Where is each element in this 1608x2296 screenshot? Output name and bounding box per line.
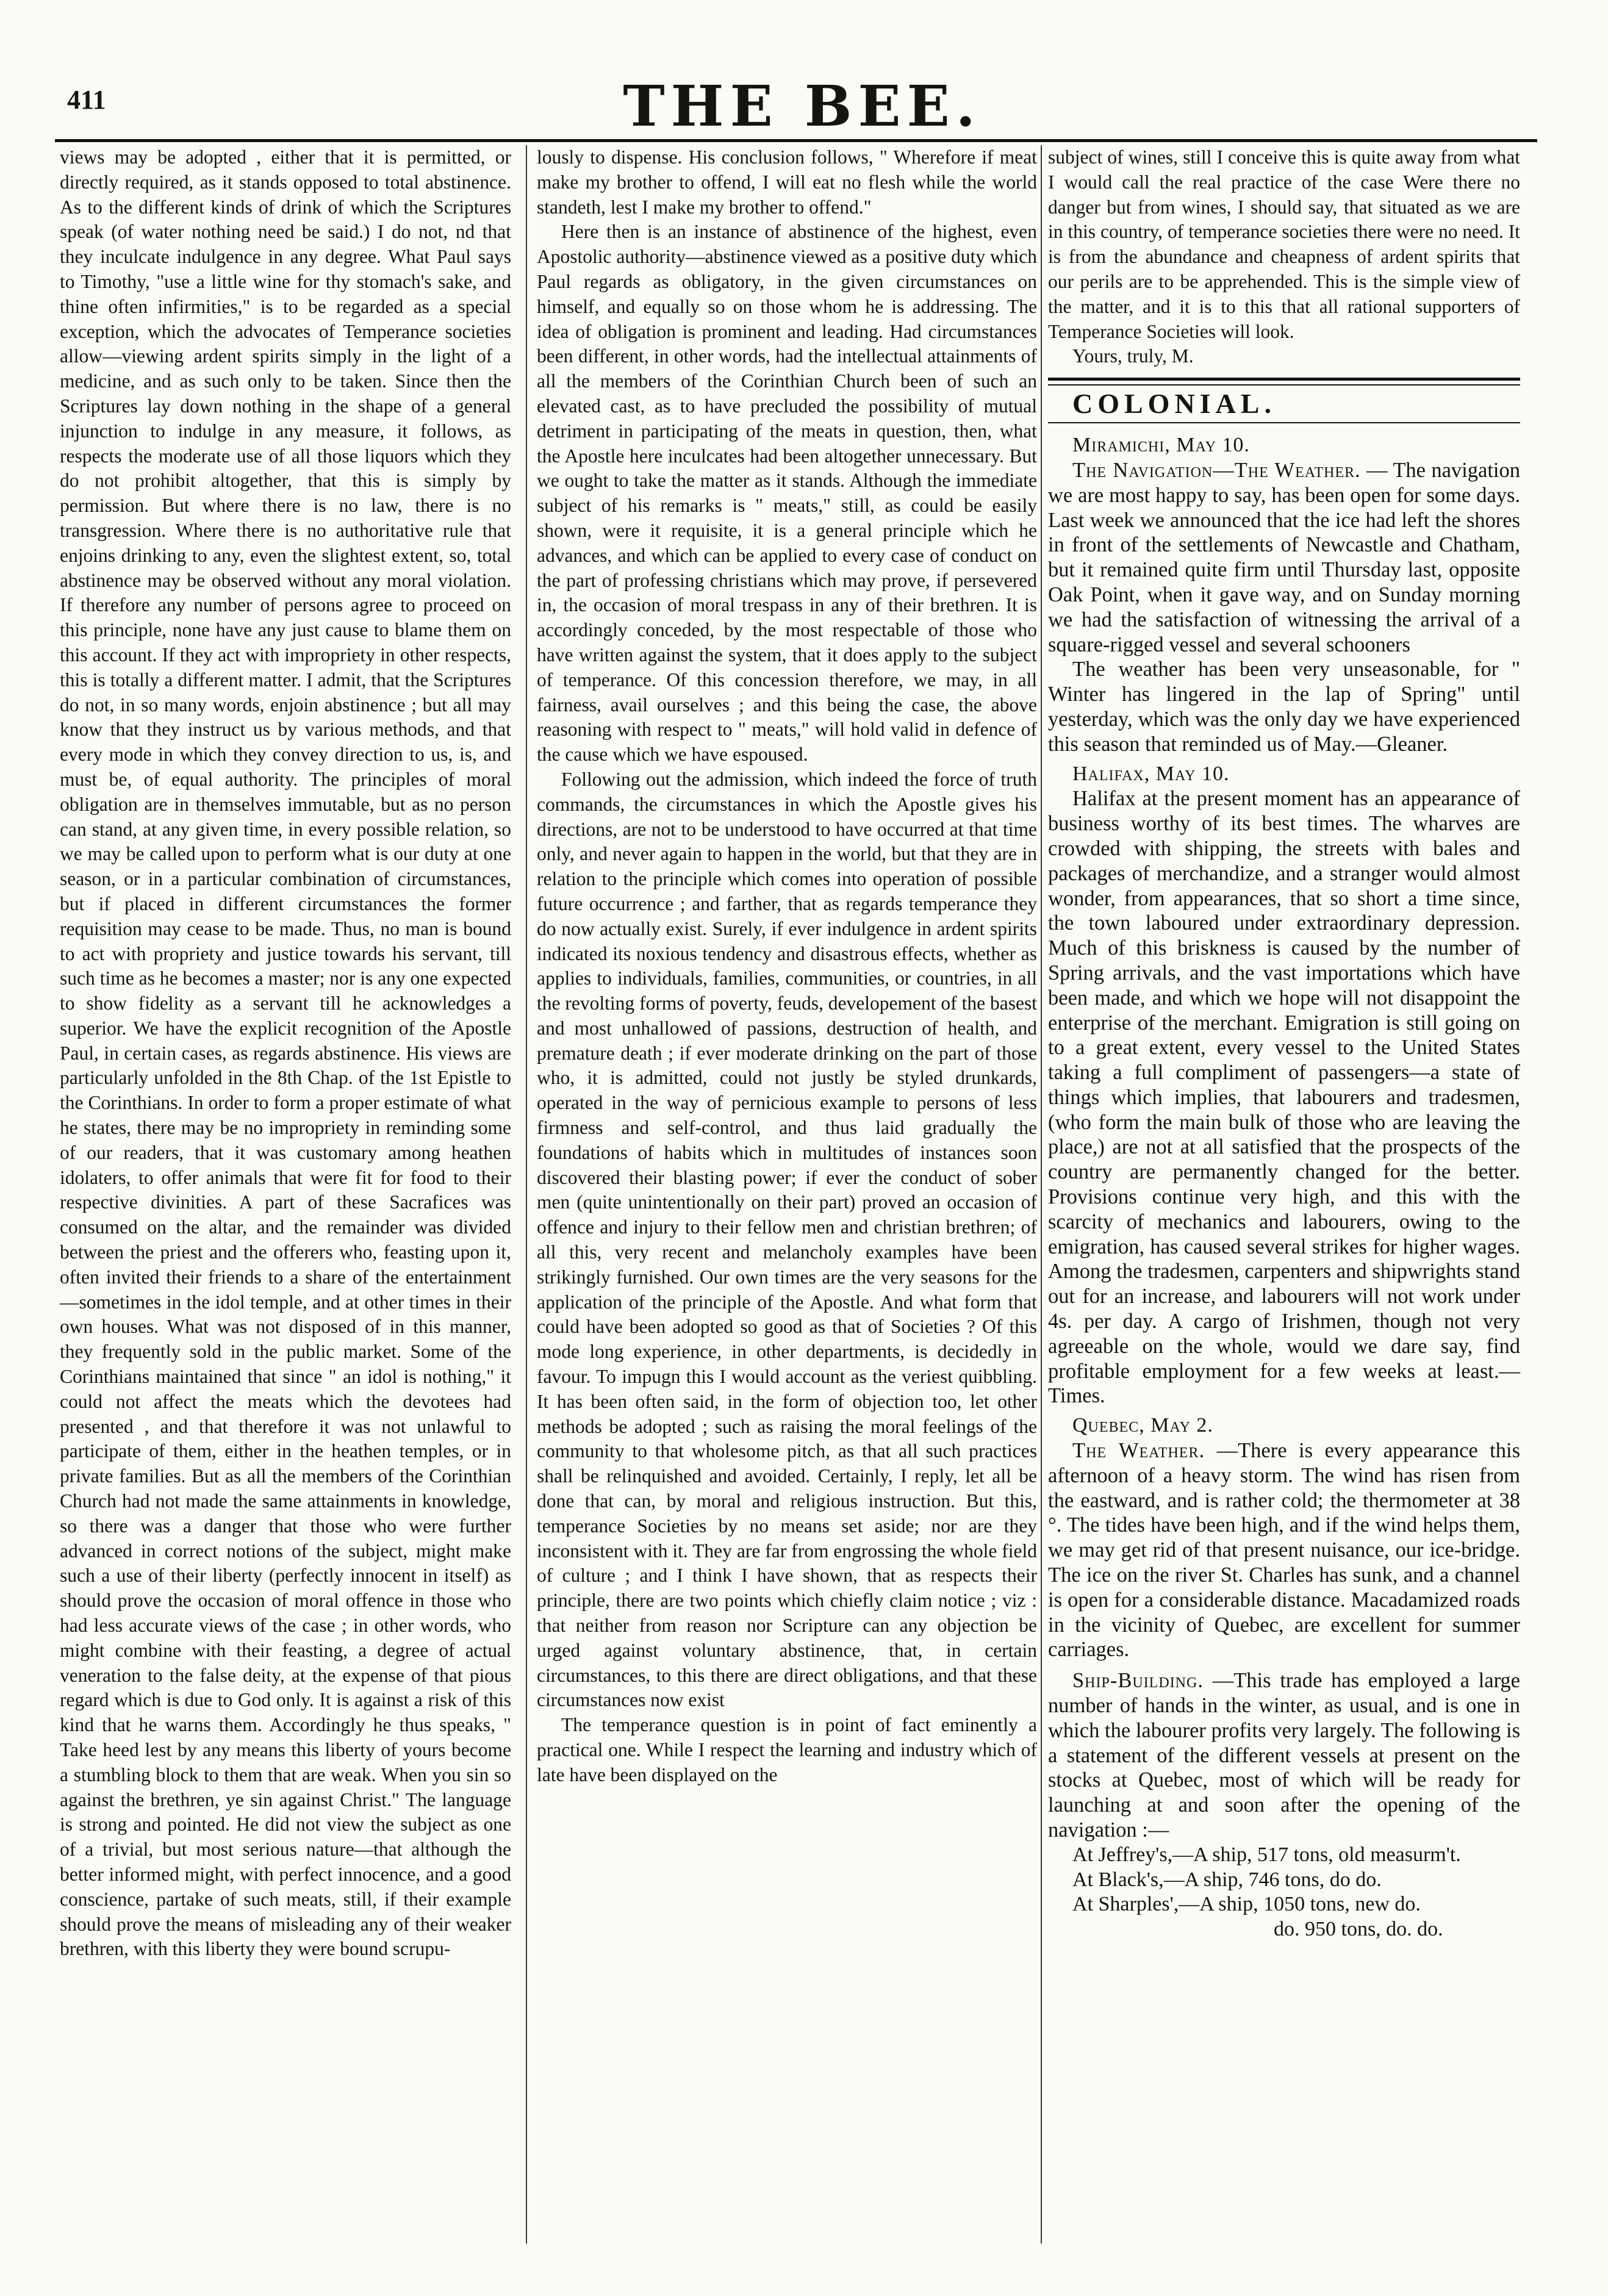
section-rule xyxy=(1048,378,1520,381)
item-text: —This trade has employed a large number of hands in the winter, as usual, and is one in which the labourer profits very largely. The following is a statement of the different vessels at present on the stocks at Quebec, most of which will be ready for launching at and soon after the opening of the navigation :— xyxy=(1048,1669,1520,1842)
item-heading: Ship-Building. xyxy=(1072,1669,1204,1693)
column-1 xyxy=(60,145,511,1962)
item-heading: The Weather. xyxy=(1072,1439,1205,1463)
article-paragraph: The temperance question is in point of fact eminently a practical one. While I respect the learning and industry which of late have been displayed on the xyxy=(537,1714,1037,1785)
article-paragraph: subject of wines, still I conceive this is quite away from what I would call the real practice of the case Were there no danger but from wines, I should say, that situated as we are in this country, of temperance societies there were no need. It is from the abundance and cheapness of ardent spirits that our perils are to be apprehended. This is the simple view of the matter, and it is to this that all rational supporters of Temperance Societies will look. xyxy=(1048,146,1520,342)
news-item: Halifax at the present moment has an appearance of business worthy of its best times. The wharves are crowded with shipping, the streets with bales and packages of merchandize, and a stranger would almost wonder, from appearances, that so short a time since, the town laboured under extraordinary depression. Much of this briskness is caused by the number of Spring arrivals, and the vast importations which have been made, and which we hope will not disappoint the enterprise of the merchant. Emigration is still going on to a great extent, every vessel to the United States taking a full compliment of passengers—a state of things which implies, that labourers and tradesmen, (who form the main bulk of those who are leaving the place,) are not at all satisfied that the prospects of the country are permanently changed for the better. Provisions continue very high, and this with the scarcity of mechanics and labourers, owing to the emigration, has caused several strikes for higher wages. Among the tradesmen, carpenters and shipwrights stand out for an increase, and labourers will not work under 4s. per day. A cargo of Irishmen, though not very agreeable on the whole, would we dare say, find profitable employment for a few weeks at least.—Times. xyxy=(1048,787,1520,1408)
article-paragraph: Here then is an instance of abstinence of the highest, even Apostolic authority—abstinence viewed as a positive duty which Paul regards as obligatory, in the given circumstances on himself, and equally so on those whom he is addressing. The idea of obligation is prominent and leading. Had circumstances been different, in other words, had the intellectual attainments of all the members of the Corinthian Church been of such an elevated cast, as to have precluded the possibility of mutual detriment in participating of the meats in question, then, what the Apostle here inculcates had been altogether unnecessary. But we ought to take the matter as it stands. Although the immediate subject of his remarks is " meats," still, as could be easily shown, were it requisite, it is a general principle which he advances, and which can be applied to every case of conduct on the part of professing christians which may prove, if persevered in, the occasion of moral trespass in any of their brethren. It is accordingly conceded, by the most respectable of those who have written against the system, that it does apply to the subject of temperance. Of this concession therefore, we may, in all fairness, avail ourselves ; and this being the case, the above reasoning with respect to " meats," will hold valid in defence of the cause which we have espoused. xyxy=(537,221,1037,766)
news-item xyxy=(1048,458,1520,657)
ship-list-entry: At Jeffrey's,—A ship, 517 tons, old measurm't. xyxy=(1072,1843,1461,1866)
news-item xyxy=(1048,1438,1520,1662)
item-text: —There is every appearance this afternoon of a heavy storm. The wind has risen from the eastward, and is rather cold; the thermometer at 38 °. The tides have been high, and if the wind helps them, we may get rid of that present nuisance, our ice-bridge. The ice on the river St. Charles has sunk, and a channel is open for a considerable distance. Macadamized roads in the vicinity of Quebec, are excellent for summer carriages. xyxy=(1048,1439,1521,1662)
article-paragraph: Following out the admission, which indeed the force of truth commands, the circumstances in which the Apostle gives his directions, are not to be understood to have occurred at that time only, and never again to happen in the world, but that they are in relation to the principle which comes into operation of possible future occurrence ; and farther, that as regards temperance they do now actually exist. Surely, if ever indulgence in ardent spirits indicated its noxious tendency and disastrous effects, whether as applies to individuals, families, communities, or countries, in all the revolting forms of poverty, feuds, developement of the basest and most unhallowed of passions, destruction of health, and premature death ; if ever moderate drinking on the part of those who, it is admitted, could not justly be styled drunkards, operated in the way of pernicious example to persons of less firmness and self-control, and thus laid gradually the foundations of habits which in multitudes of instances soon discovered their blasting power; if ever the conduct of sober men (quite unintentionally on their part) proved an occasion of offence and injury to their fellow men and christian brethren; of all this, very recent and melancholy examples have been strikingly furnished. Our own times are the very seasons for the application of the principle of the Apostle. And what form that could have been adopted so good as that of Societies ? Of this mode long experience, in other departments, is decidedly in favour. To impugn this I would account as the veriest quibbling. It has been often said, in the form of objection too, let other methods be adopted ; such as raising the moral feelings of the community to that wholesome pitch, as that all such practices shall be relinquished and avoided. Certainly, I reply, let all be done that can, by moral and religious instruction. But this, temperance Societies by no means set aside; nor are they inconsistent with it. They are far from engrossing the whole field of culture ; and I think I have shown, that as respects their principle, there are two points which chiefly claim notice ; viz : that neither from reason nor Scripture can any objection be urged against voluntary abstinence, that, in certain circumstances, to this there are direct obligations, and that these circumstances now exist xyxy=(537,768,1037,1711)
column-2 xyxy=(537,145,1037,1788)
ship-list-entry: do. 950 tons, do. do. xyxy=(1274,1918,1443,1941)
article-paragraph: views may be adopted , either that it is permitted, or directly required, as it stands opposed to total abstinence. As to the different kinds of drink of which the Scriptures speak (of water nothing need be said.) I do not, nd that they inculcate indulgence in any degree. What Paul says to Timothy, "use a little wine for thy stomach's sake, and thine often infirmities," is to be regarded as a special exception, which the advocates of Temperance societies allow—viewing ardent spirits simply in the light of a medicine, and as such only to be taken. Since then the Scriptures lay down nothing in the shape of a general injunction to indulge in any measure, it follows, as respects the moderate use of all those liquors which they do not prohibit altogether, that this is simply by permission. But where there is no law, there is no transgression. Where there is no authoritative rule that enjoins drinking to any, even the slightest extent, so, total abstinence may be observed without any moral violation. If therefore any number of persons agree to proceed on this principle, none have any just cause to blame them on this account. If they act with impropriety in other respects, this is totally a different matter. I admit, that the Scriptures do not, in so many words, enjoin abstinence ; but all may know that they instruct us by various methods, and that every mode in which they convey direction to us, is, and must be, of equal authority. The principles of moral obligation are in themselves immutable, but as no person can stand, at any given time, in every possible relation, so we may be called upon to perform what is our duty at one season, or in a particular combination of circumstances, but if placed in different circumstances the former requisition may cease to be made. Thus, no man is bound to act with propriety and justice towards his servant, till such time as he becomes a master; nor is any one expected to show fidelity as a servant till he acknowledges a superior. We have the explicit recognition of the Apostle Paul, in certain cases, as regards abstinence. His views are particularly unfolded in the 8th Chap. of the 1st Epistle to the Corinthians. In order to form a proper estimate of what he states, there may be no impropriety in reminding some of our readers, that it was customary among heathen idolaters, to offer animals that were fit for food to their respective divinities. A part of these Sacrafices was consumed on the altar, and the remainder was divided between the priest and the offerers who, feasting upon it, often invited their friends to a share of the entertainment—sometimes in the idol temple, and at other times in their own houses. What was not disposed of in this manner, they frequently sold in the public market. Some of the Corinthians maintained that since " an idol is nothing," it could not affect the meats which the devotees had presented , and that therefore it was not unlawful to participate of them, either in the heathen temples, or in private families. But as all the members of the Corinthian Church had not made the same attainments in knowledge, so there was a danger that those who were further advanced in correct notions of the subject, might make such a use of their liberty (perfectly innocent in itself) as should prove the occasion of moral offence in those who had less accurate views of the case ; in other words, who might combine with their feasting, a degree of actual veneration to the false deity, at the expense of that pious regard which is due to God only. It is against a risk of this kind that he warns them. Accordingly he thus speaks, " Take heed lest by any means this liberty of yours become a stumbling block to them that are weak. When you sin so against the brethren, ye sin against Christ." The language is strong and pointed. He did not view the subject as one of a trivial, but most serious nature—that although the better informed might, with perfect innocence, and a good conscience, partake of such meats, still, if their example should prove the means of misleading any of their weaker brethren, with this liberty they were bound scrupu- xyxy=(60,146,511,1960)
masthead-rule xyxy=(55,139,1537,142)
dateline: Miramichi, May 10. xyxy=(1072,434,1250,457)
dateline: Quebec, May 2. xyxy=(1072,1414,1213,1437)
section-title: COLONIAL. xyxy=(1072,388,1276,420)
masthead xyxy=(55,73,1549,146)
letter-signature: Yours, truly, M. xyxy=(1072,345,1194,367)
column-3 xyxy=(1048,145,1520,1942)
ship-list-entry: At Black's,—A ship, 746 tons, do do. xyxy=(1072,1868,1382,1891)
ship-list-entry: At Sharples',—A ship, 1050 tons, new do. xyxy=(1072,1893,1421,1916)
paper-title: THE BEE. xyxy=(623,73,982,139)
item-text: — The navigation we are most happy to say, has been open for some days. Last week we announced that the ice had left the shores in front of the settlements of Newcastle and Chatham, but it remained quite firm until Thursday last, opposite Oak Point, when it gave way, and on Sunday morning we had the satisfaction of witnessing the arrival of a square-rigged vessel and several schooners xyxy=(1048,458,1520,656)
column-divider xyxy=(1041,145,1042,2244)
news-item: The weather has been very unseasonable, for " Winter has lingered in the lap of Spring" until yesterday, which was the only day we have experienced this season that reminded us of May.—Gleaner. xyxy=(1048,658,1520,756)
article-paragraph: lously to dispense. His conclusion follows, " Wherefore if meat make my brother to offend, I will eat no flesh while the world standeth, lest I make my brother to offend." xyxy=(537,146,1037,218)
column-divider xyxy=(526,145,527,2244)
item-heading: The Navigation—The Weather. xyxy=(1072,458,1361,482)
section-rule xyxy=(1048,422,1520,423)
dateline: Halifax, May 10. xyxy=(1072,762,1230,785)
page-number: 411 xyxy=(67,85,106,115)
news-item xyxy=(1048,1668,1520,1843)
